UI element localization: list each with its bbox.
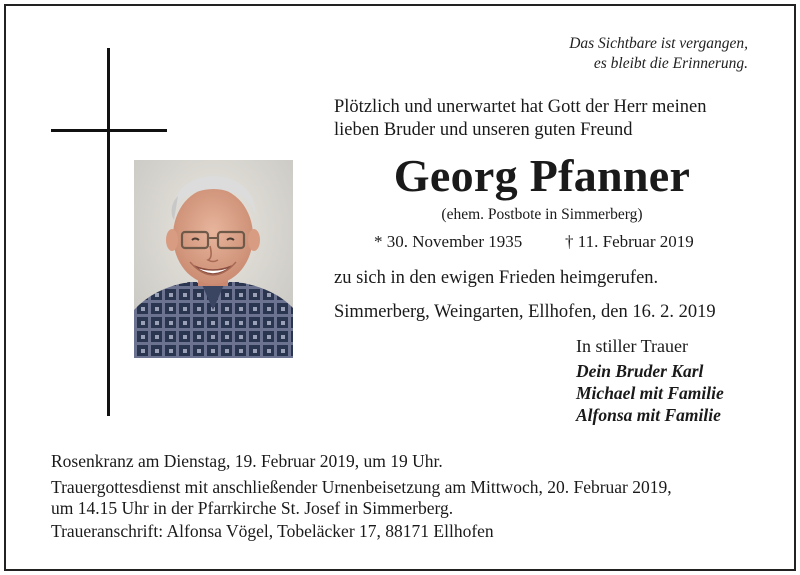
intro-line-2: lieben Bruder und unseren guten Freund: [334, 120, 633, 140]
deceased-occupation: (ehem. Postbote in Simmerberg): [441, 206, 643, 223]
cross-horizontal-bar: [51, 129, 167, 132]
motto-line-1: Das Sichtbare ist vergangen,: [569, 35, 748, 52]
service-line-2: um 14.15 Uhr in der Pfarrkirche St. Josef in Simmerberg.: [51, 498, 454, 518]
mourner-name: Michael mit Familie: [576, 383, 724, 403]
rosary-notice: Rosenkranz am Dienstag, 19. Februar 2019, um 19 Uhr.: [51, 451, 443, 471]
mourning-heading: In stiller Trauer: [576, 336, 688, 356]
portrait-photo: [134, 160, 293, 358]
mourner-list: [576, 360, 724, 426]
mourning-address: Traueranschrift: Alfonsa Vögel, Tobeläcker 17, 88171 Ellhofen: [51, 521, 494, 541]
cross-vertical-bar: [107, 48, 110, 416]
motto-line-2: es bleibt die Erinnerung.: [593, 55, 748, 72]
intro-line-1: Plötzlich und unerwartet hat Gott der Herr meinen: [334, 97, 707, 117]
deceased-name: Georg Pfanner: [393, 150, 691, 201]
death-date: † 11. Februar 2019: [565, 232, 694, 251]
place-date: Simmerberg, Weingarten, Ellhofen, den 16. 2. 2019: [334, 302, 716, 322]
motto: [569, 34, 748, 74]
service-line-1: Trauergottesdienst mit anschließender Urnenbeisetzung am Mittwoch, 20. Februar 2019,: [51, 477, 672, 497]
birth-date: * 30. November 1935: [374, 232, 523, 251]
peace-text: zu sich in den ewigen Frieden heimgerufen.: [334, 268, 659, 288]
mourner-name: Dein Bruder Karl: [576, 361, 704, 381]
mourner-name: Alfonsa mit Familie: [576, 405, 721, 425]
intro-text: [334, 96, 706, 142]
funeral-service-notice: [51, 477, 672, 519]
